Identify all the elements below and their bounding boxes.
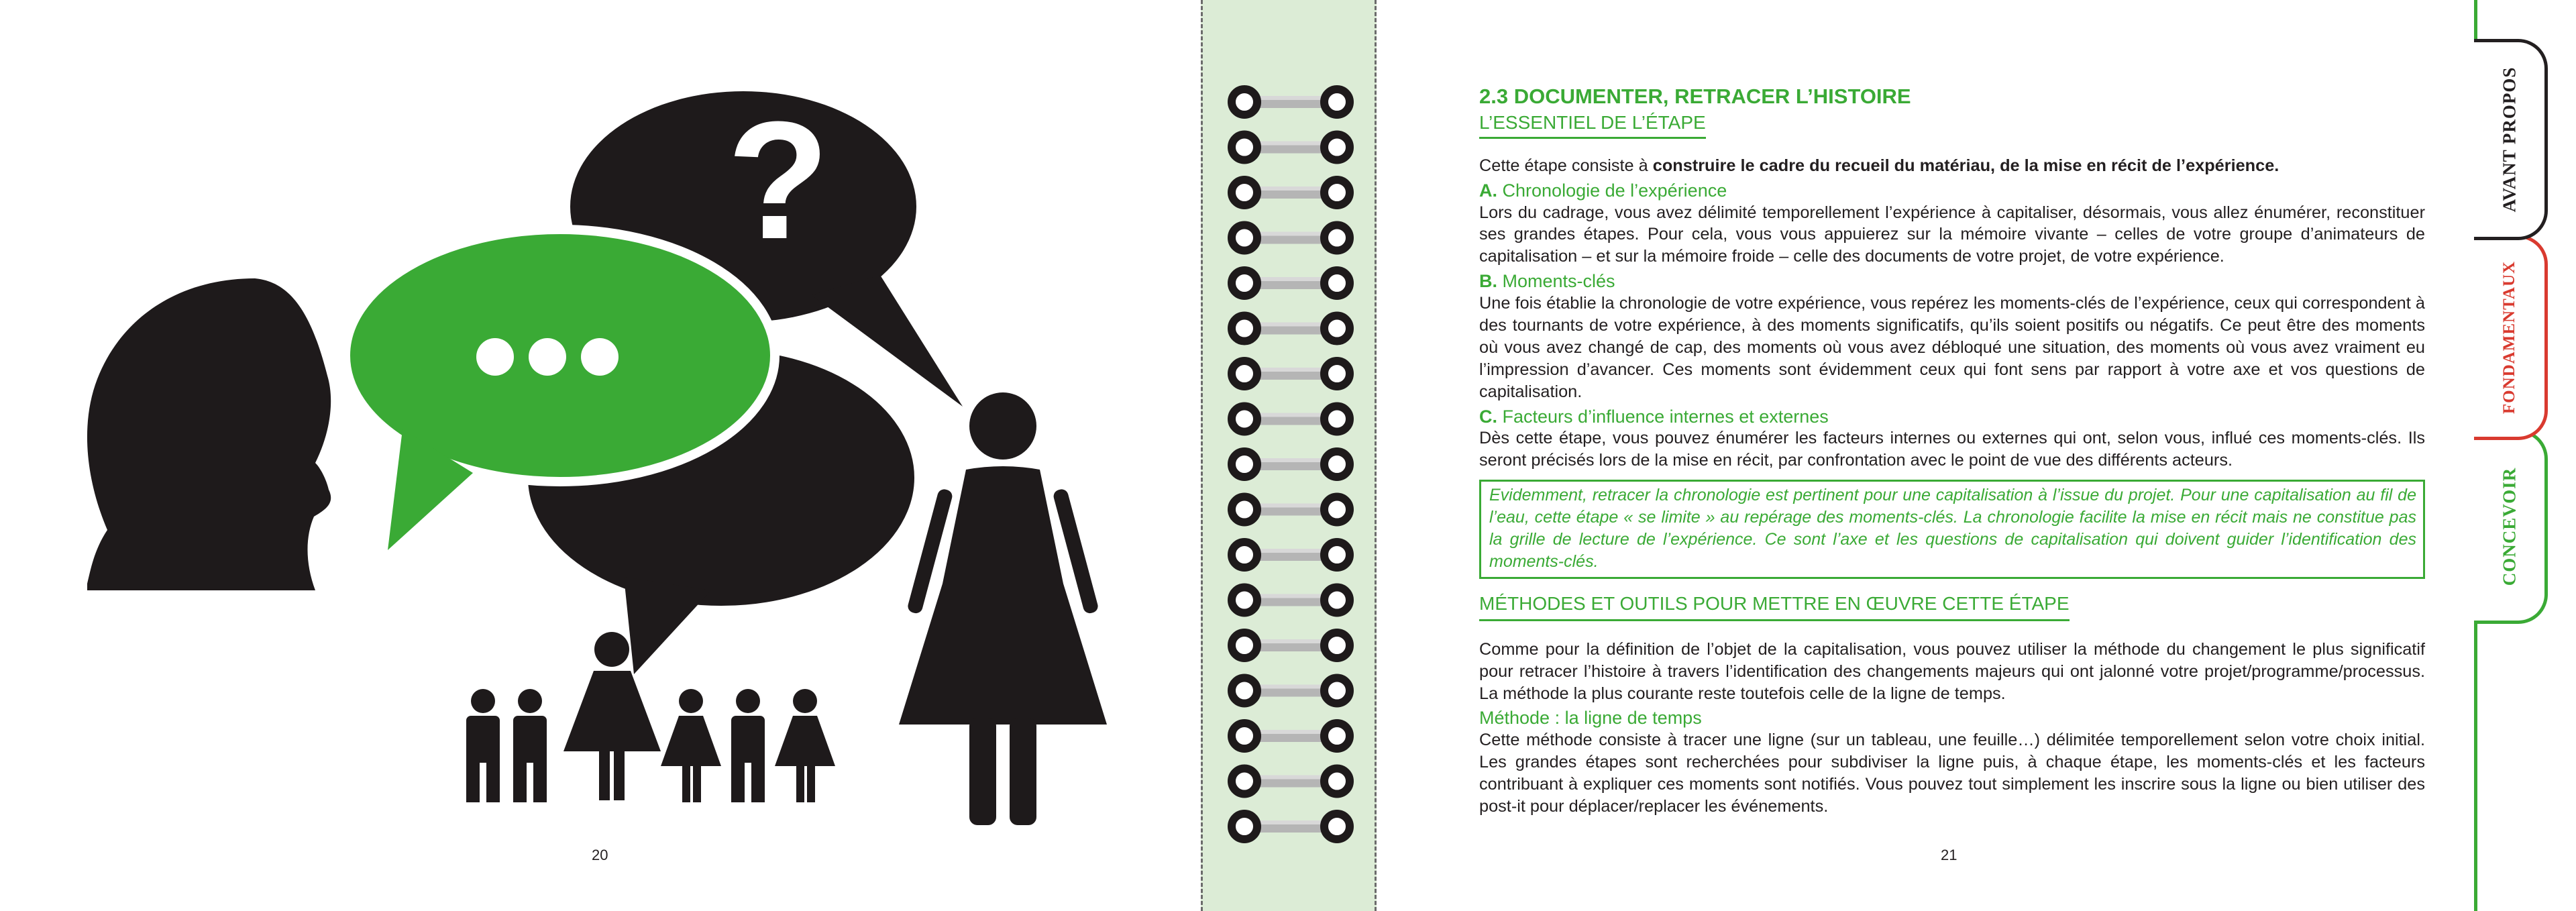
binding-ring bbox=[1232, 678, 1350, 704]
method-title: Méthode : la ligne de temps bbox=[1479, 708, 1702, 729]
tab-concevoir[interactable] bbox=[2474, 429, 2548, 624]
subsection-letter: C. bbox=[1479, 406, 1497, 427]
tab-label: AVANT PROPOS bbox=[2499, 66, 2519, 213]
man-icon bbox=[466, 689, 500, 802]
tab-avant-propos[interactable] bbox=[2474, 39, 2548, 240]
binding-ring bbox=[1232, 723, 1350, 749]
question-mark: ? bbox=[727, 87, 830, 274]
binding-ring bbox=[1232, 633, 1350, 658]
binding-ring bbox=[1232, 270, 1350, 296]
subsection-heading-c bbox=[1479, 406, 2425, 428]
lead-prefix: Cette étape consiste à bbox=[1479, 156, 1653, 175]
binding-ring bbox=[1232, 407, 1350, 432]
note-box: Evidemment, retracer la chronologie est pertinent pour une capitalisation à l’issue du projet. Pour une capitalisation au fil de l’eau, cette étape « se limite » au repérage des moments-clés. La chronologie facilite la mise en récit mais ne constitue pas la grille de lecture de l’expérience. Ce sont l’axe et les questions de capitalisation qui doivent guider l’identification des moments-clés. bbox=[1479, 480, 2425, 579]
man-icon bbox=[513, 689, 547, 802]
binding-ring bbox=[1232, 89, 1350, 115]
people-group bbox=[466, 632, 835, 802]
binding-ring bbox=[1232, 814, 1350, 839]
methods-heading: MÉTHODES ET OUTILS POUR METTRE EN ŒUVRE CETTE ÉTAPE bbox=[1479, 592, 2070, 621]
methods-intro: Comme pour la définition de l’objet de la capitalisation, vous pouvez utiliser la méthode du changement le plus significatif pour retracer l’histoire à travers l’identification des changements majeurs qui ont jalonné votre projet/programme/processus. La méthode la plus courante reste toutefois celle de la ligne de temps. bbox=[1479, 639, 2425, 703]
binding-ring bbox=[1232, 451, 1350, 477]
woman-icon bbox=[661, 689, 721, 802]
tab-fondamentaux[interactable] bbox=[2474, 235, 2548, 440]
subsection-heading-a bbox=[1479, 180, 2425, 202]
binding-ring bbox=[1232, 225, 1350, 251]
binding-rings bbox=[1208, 0, 1370, 911]
binding-ring bbox=[1232, 588, 1350, 613]
subsection-title: Chronologie de l’expérience bbox=[1502, 180, 1727, 201]
page-number-left: 20 bbox=[592, 847, 608, 863]
lead-paragraph bbox=[1479, 155, 2425, 177]
lead-bold: construire le cadre du recueil du matériau, de la mise en récit de l’expérience. bbox=[1652, 156, 2279, 175]
method-text: Cette méthode consiste à tracer une ligne (sur un tableau, une feuille…) délimitée temporellement selon votre choix initial. Les grandes étapes sont recherchées pour subdiviser la ligne puis, à chaque étape, les moments-clés et les facteurs contribuant à expliquer ces moments sont notifiés. Vous pouvez tout simplement les inscrire sous la ligne ou bien utiliser des post-it pour déplacer/replacer les événements. bbox=[1479, 731, 2425, 816]
subsection-text-b: Une fois établie la chronologie de votre expérience, vous repérez les moments-clés de l’expérience, ceux qui correspondent à des tournants de votre expérience, à des moments significatifs, qu’ils soient positifs ou négatifs. Ce peut être des moments où vous avez changé de cap, des moments où vous avez débloqué une situation, des moments où vous avez vraiment eu l’impression d’avancer. Ces moments sont évidemment ceux qui font sens par rapport à votre axe et vos questions de capitalisation. bbox=[1479, 294, 2425, 401]
woman-icon bbox=[899, 392, 1107, 825]
binding-ring bbox=[1232, 316, 1350, 341]
binding-ring bbox=[1232, 497, 1350, 523]
tab-label: CONCEVOIR bbox=[2499, 467, 2519, 586]
section-subtitle: L’ESSENTIEL DE L’ÉTAPE bbox=[1479, 111, 1706, 139]
subsection-title: Facteurs d’influence internes et externes bbox=[1502, 406, 1829, 427]
chapter-tabs bbox=[2474, 0, 2576, 911]
illustration bbox=[0, 0, 1181, 911]
binding-ring bbox=[1232, 769, 1350, 794]
page-number-right: 21 bbox=[1941, 847, 1957, 863]
subsection-heading-b bbox=[1479, 270, 2425, 292]
subsection-text-c: Dès cette étape, vous pouvez énumérer les facteurs internes ou externes qui ont, selon vous, influé ces moments-clés. Ils seront précisés lors de la mise en récit, par confrontation avec le point de vue des différents acteurs. bbox=[1479, 429, 2425, 470]
head-silhouette-icon bbox=[87, 278, 331, 590]
tab-label: FONDAMENTAUX bbox=[2500, 260, 2518, 415]
section-title: 2.3 DOCUMENTER, RETRACER L’HISTOIRE bbox=[1479, 85, 1911, 108]
binding-ring bbox=[1232, 180, 1350, 205]
binding-ring bbox=[1232, 135, 1350, 160]
binding-ring bbox=[1232, 542, 1350, 568]
subsection-letter: B. bbox=[1479, 271, 1497, 292]
subsection-letter: A. bbox=[1479, 180, 1497, 201]
man-icon bbox=[731, 689, 765, 802]
subsection-title: Moments-clés bbox=[1502, 271, 1615, 292]
binding-ring bbox=[1232, 361, 1350, 386]
subsection-text-a: Lors du cadrage, vous avez délimité temporellement l’expérience à capitaliser, désormais, vous allez énumérer, reconstituer ses grandes étapes. Pour cela, vous vous appuierez sur la mémoire vivante – celles de votre groupe d’animateurs de capitalisation – et sur la mémoire froide – celle des documents de votre projet, de votre expérience. bbox=[1479, 203, 2425, 266]
right-page-content bbox=[1479, 84, 2425, 818]
woman-icon bbox=[775, 689, 835, 802]
